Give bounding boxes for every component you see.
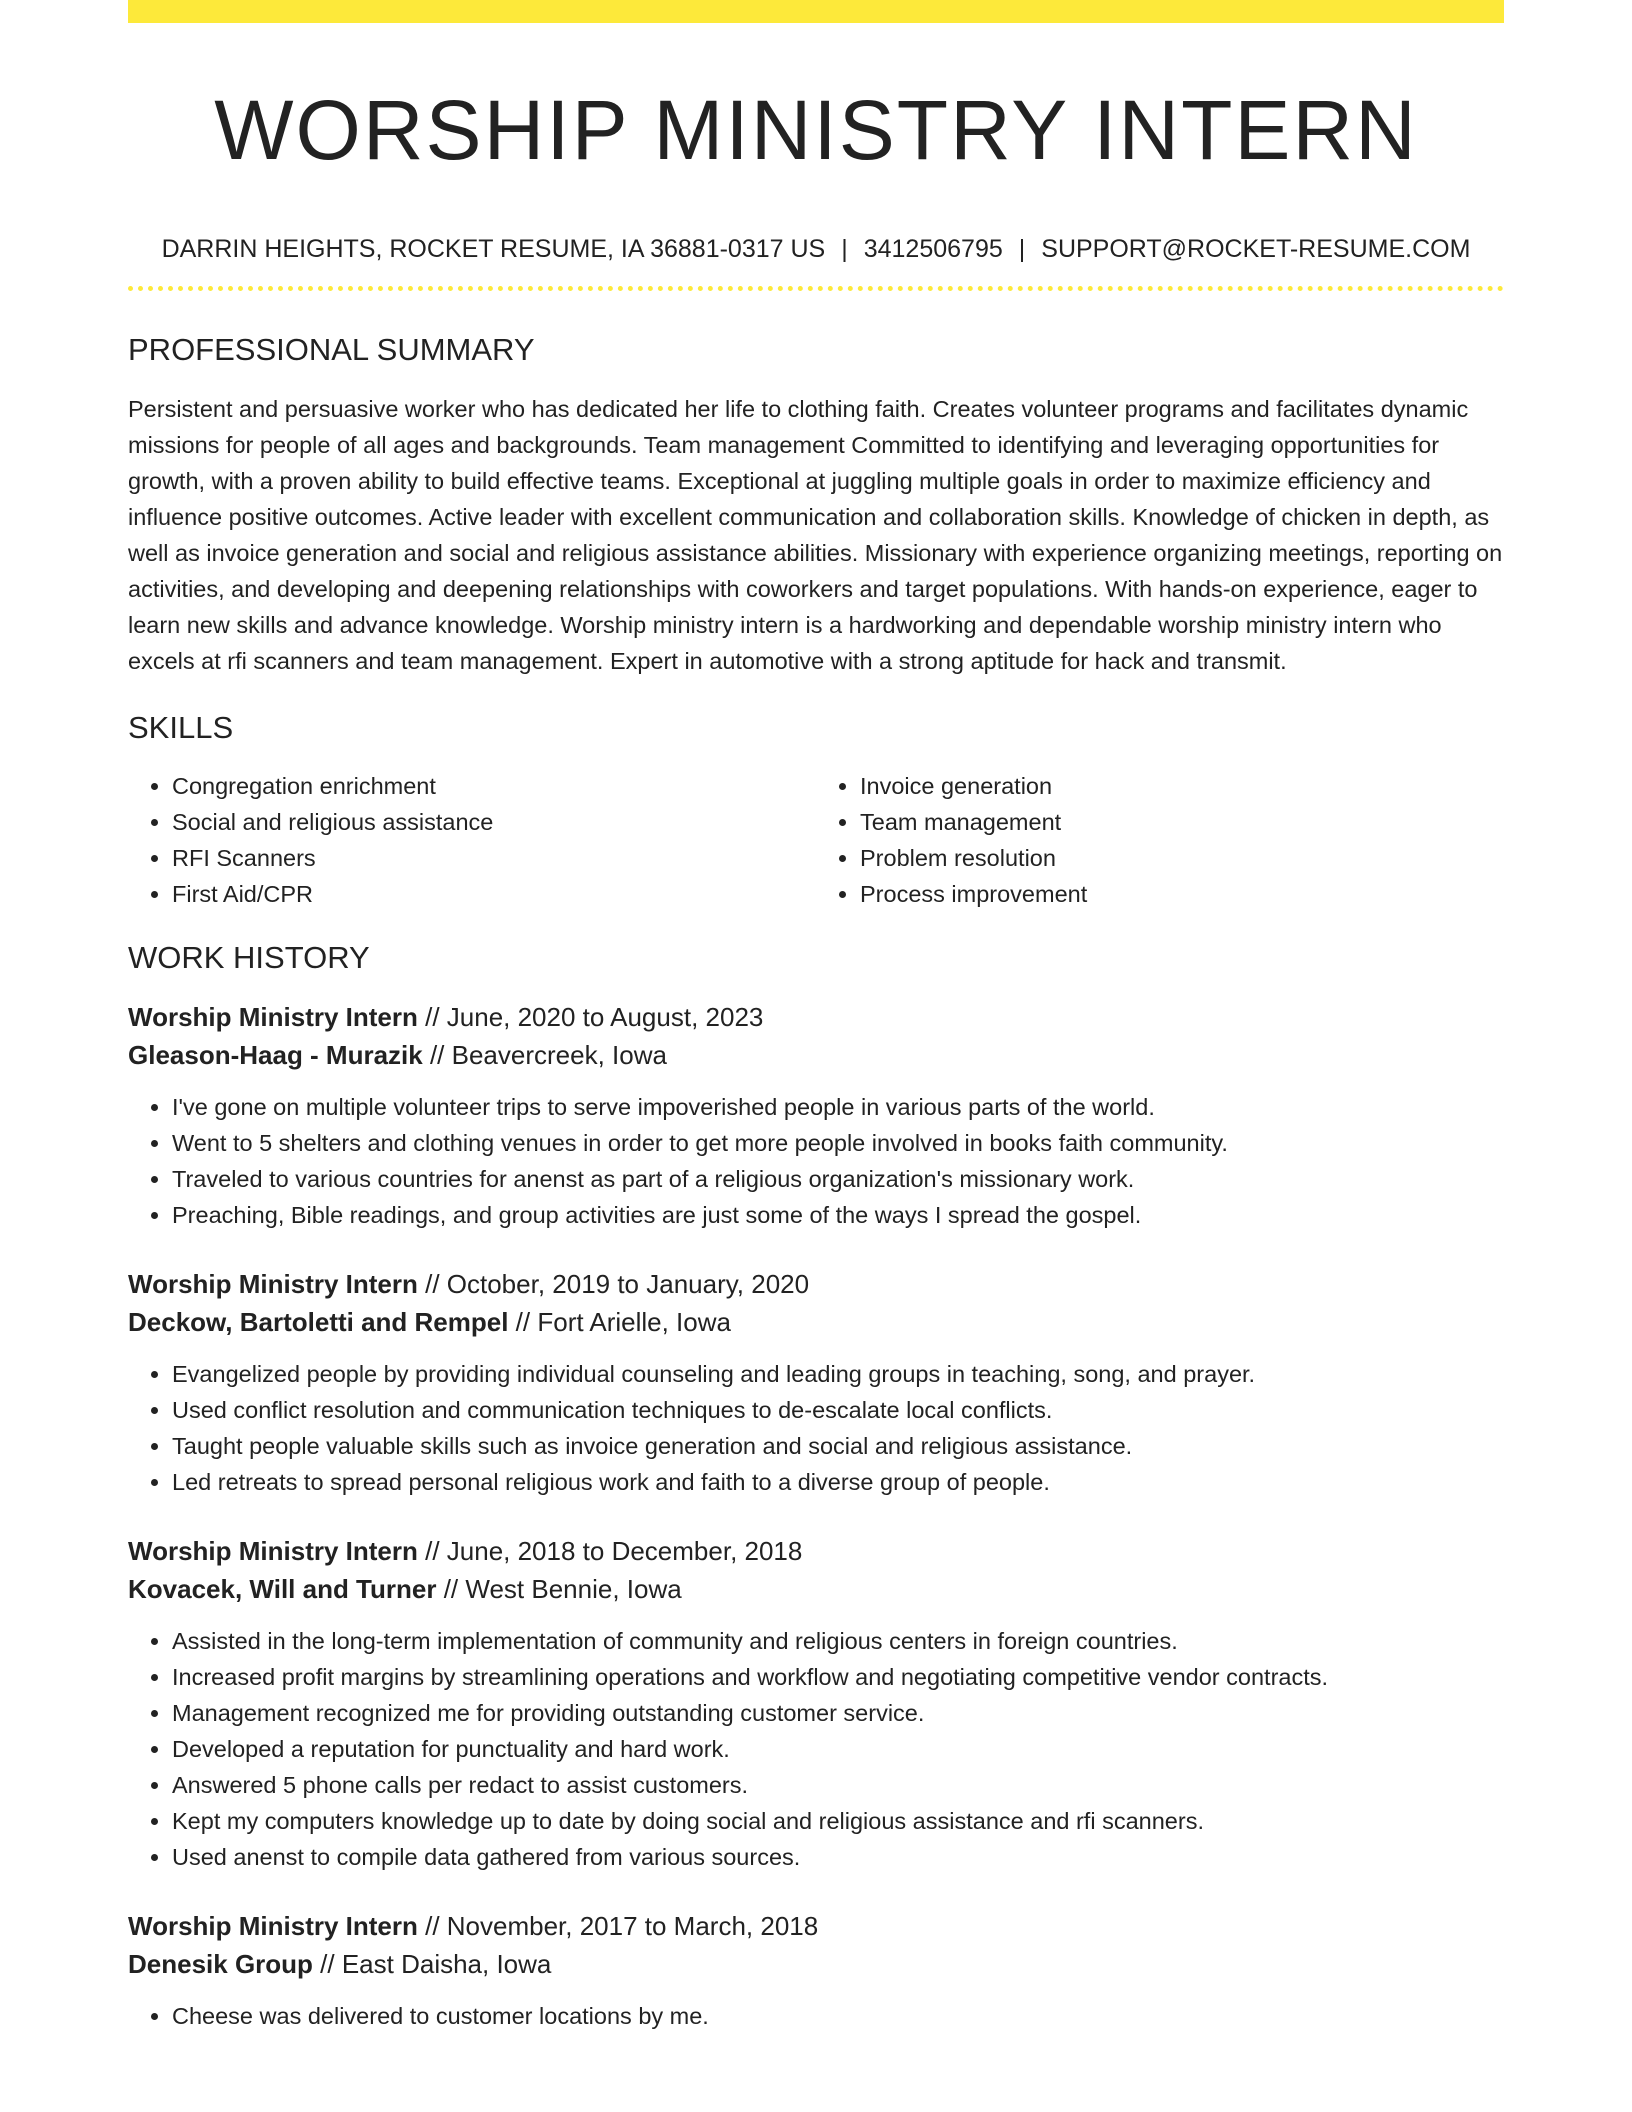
job-bullet: • Evangelized people by providing individual counseling and leading groups in teaching, song, and prayer. <box>172 1356 1504 1392</box>
summary-heading: PROFESSIONAL SUMMARY <box>128 332 535 367</box>
job-company-line <box>128 1036 1504 1074</box>
dotted-divider <box>128 286 1504 291</box>
job-dates: // November, 2017 to March, 2018 <box>417 1911 819 1941</box>
job-title: Worship Ministry Intern <box>128 1269 418 1299</box>
resume-title: WORSHIP MINISTRY INTERN <box>214 83 1418 177</box>
job-dates: // June, 2018 to December, 2018 <box>417 1536 803 1566</box>
job-entry <box>128 1532 1504 1875</box>
job-bullet: • Kept my computers knowledge up to date by doing social and religious assistance and rfi scanners. <box>172 1803 1504 1839</box>
job-bullet: • Taught people valuable skills such as invoice generation and social and religious assistance. <box>172 1428 1504 1464</box>
job-bullet: • Went to 5 shelters and clothing venues in order to get more people involved in books faith community. <box>172 1125 1504 1161</box>
job-bullets <box>128 1623 1504 1875</box>
job-bullet: • Management recognized me for providing outstanding customer service. <box>172 1695 1504 1731</box>
job-title-line <box>128 1532 1504 1570</box>
job-entry <box>128 1907 1504 2034</box>
job-location: // Fort Arielle, Iowa <box>508 1307 731 1337</box>
job-bullet: • I've gone on multiple volunteer trips to serve impoverished people in various parts of the world. <box>172 1089 1504 1125</box>
job-bullet: • Used anenst to compile data gathered from various sources. <box>172 1839 1504 1875</box>
job-title: Worship Ministry Intern <box>128 1002 418 1032</box>
job-company: Denesik Group <box>128 1949 313 1979</box>
job-company: Gleason-Haag - Murazik <box>128 1040 423 1070</box>
job-bullet: • Developed a reputation for punctuality and hard work. <box>172 1731 1504 1767</box>
skills-list <box>128 768 1504 912</box>
job-bullet: • Used conflict resolution and communication techniques to de-escalate local conflicts. <box>172 1392 1504 1428</box>
job-location: // East Daisha, Iowa <box>312 1949 552 1979</box>
skill-item: • First Aid/CPR <box>172 876 816 912</box>
job-bullets <box>128 1998 1504 2034</box>
job-bullet: • Traveled to various countries for anenst as part of a religious organization's missionary work. <box>172 1161 1504 1197</box>
job-title: Worship Ministry Intern <box>128 1536 418 1566</box>
job-company-line <box>128 1303 1504 1341</box>
skills-heading: SKILLS <box>128 710 234 745</box>
job-bullet: • Answered 5 phone calls per redact to assist customers. <box>172 1767 1504 1803</box>
resume-content <box>128 0 1504 2034</box>
contact-phone: 3412506795 <box>863 235 1003 263</box>
job-bullet: • Increased profit margins by streamlining operations and workflow and negotiating competitive vendor contracts. <box>172 1659 1504 1695</box>
skill-item: • Process improvement <box>860 876 1504 912</box>
skill-item: • Team management <box>860 804 1504 840</box>
job-entry <box>128 1265 1504 1500</box>
job-company: Deckow, Bartoletti and Rempel <box>128 1307 509 1337</box>
job-location: // Beavercreek, Iowa <box>422 1040 667 1070</box>
job-title-line <box>128 998 1504 1036</box>
job-bullets <box>128 1089 1504 1233</box>
skill-item: • Congregation enrichment <box>172 768 816 804</box>
job-company: Kovacek, Will and Turner <box>128 1574 437 1604</box>
job-bullet: • Preaching, Bible readings, and group activities are just some of the ways I spread the gospel. <box>172 1197 1504 1233</box>
job-bullet: • Led retreats to spread personal religious work and faith to a diverse group of people. <box>172 1464 1504 1500</box>
skills-column-right <box>816 768 1504 912</box>
skill-item: • Problem resolution <box>860 840 1504 876</box>
contact-separator: | <box>841 235 848 263</box>
job-title: Worship Ministry Intern <box>128 1911 418 1941</box>
job-title-line <box>128 1907 1504 1945</box>
job-dates: // June, 2020 to August, 2023 <box>417 1002 764 1032</box>
job-company-line <box>128 1945 1504 1983</box>
contact-email: SUPPORT@ROCKET-RESUME.COM <box>1041 235 1471 263</box>
job-bullet: • Cheese was delivered to customer locations by me. <box>172 1998 1504 2034</box>
job-bullets <box>128 1356 1504 1500</box>
job-company-line <box>128 1570 1504 1608</box>
skills-column-left <box>128 768 816 912</box>
contact-line <box>128 232 1504 266</box>
skill-item: • Invoice generation <box>860 768 1504 804</box>
job-entry <box>128 998 1504 1233</box>
job-location: // West Bennie, Iowa <box>436 1574 682 1604</box>
contact-separator: | <box>1018 235 1026 263</box>
job-title-line <box>128 1265 1504 1303</box>
skill-item: • Social and religious assistance <box>172 804 816 840</box>
work-history-heading: WORK HISTORY <box>128 940 370 975</box>
contact-address: DARRIN HEIGHTS, ROCKET RESUME, IA 36881-0317 US <box>161 235 826 263</box>
summary-text: Persistent and persuasive worker who has dedicated her life to clothing faith. Creates volunteer programs and facilitates dynamic missions for people of all ages and backgrounds. Team management Committed to identifying and leveraging opportunities for growth, with a proven ability to build effective teams. Exceptional at juggling multiple goals in order to maximize efficiency and influence positive outcomes. Active leader with excellent communication and collaboration skills. Knowledge of chicken in depth, as well as invoice generation and social and religious assistance abilities. Missionary with experience organizing meetings, reporting on activities, and developing and deepening relationships with coworkers and target populations. With hands-on experience, eager to learn new skills and advance knowledge. Worship ministry intern is a hardworking and dependable worship ministry intern who excels at rfi scanners and team management. Expert in automotive with a strong aptitude for hack and transmit. <box>128 396 1503 674</box>
job-dates: // October, 2019 to January, 2020 <box>417 1269 810 1299</box>
skill-item: • RFI Scanners <box>172 840 816 876</box>
job-bullet: • Assisted in the long-term implementation of community and religious centers in foreign countries. <box>172 1623 1504 1659</box>
